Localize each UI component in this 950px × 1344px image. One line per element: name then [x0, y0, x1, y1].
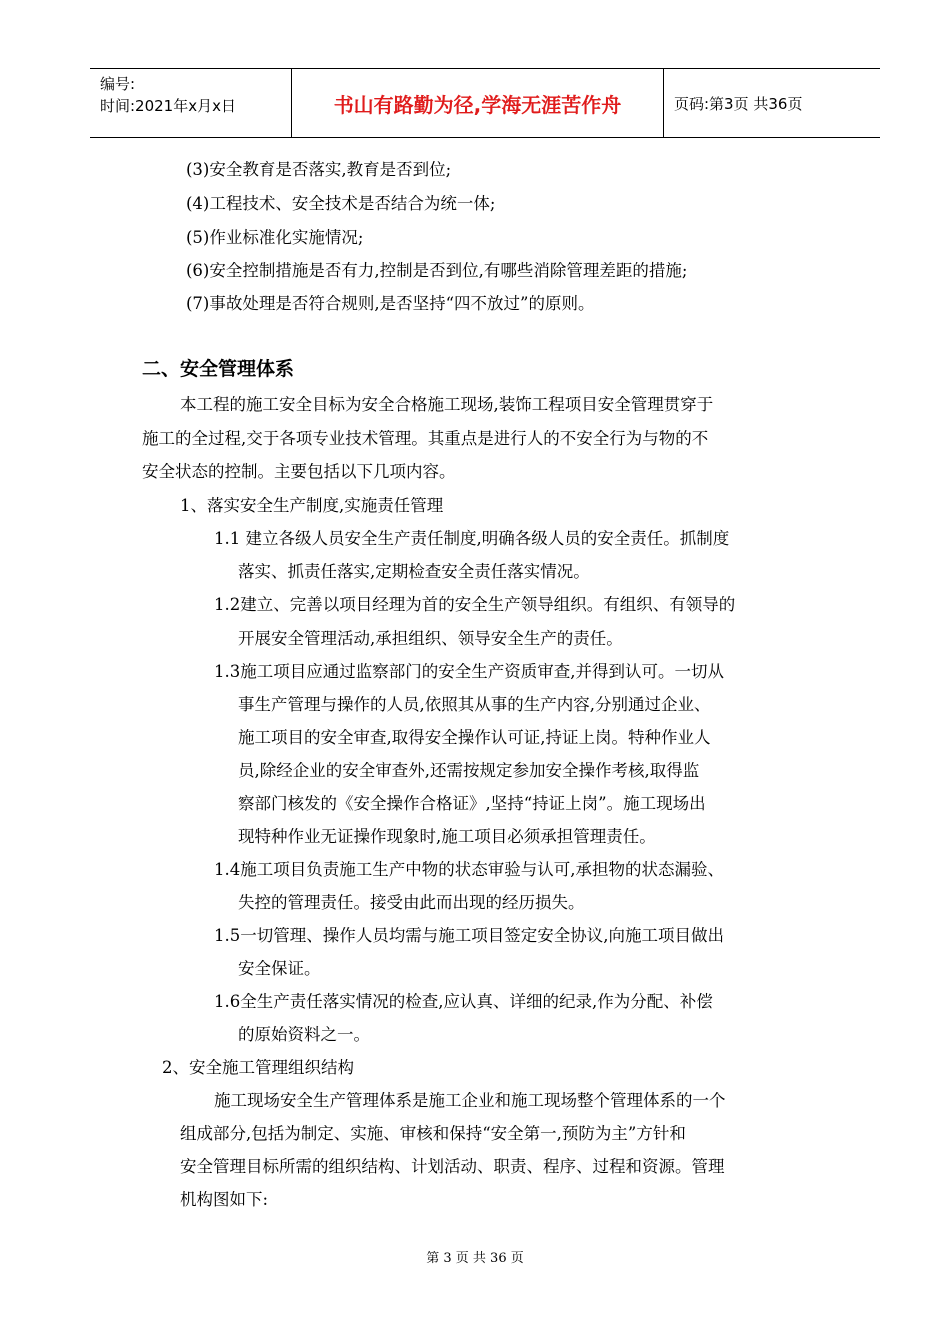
header-motto: 书山有路勤为径,学海无涯苦作舟	[292, 69, 664, 137]
serial-label: 编号:	[100, 75, 136, 93]
paragraph-line: 现特种作业无证操作现象时,施工项目必须承担管理责任。	[238, 827, 656, 846]
list-item: (5)作业标准化实施情况;	[186, 228, 364, 247]
paragraph-line: 安全状态的控制。主要包括以下几项内容。	[142, 462, 456, 481]
paragraph-line: 1.3施工项目应通过监察部门的安全生产资质审查,并得到认可。一切从	[214, 662, 724, 681]
section-title: 二、安全管理体系	[142, 358, 295, 380]
header-page-info: 页码:第3页 共36页	[674, 94, 803, 113]
list-item: (4)工程技术、安全技术是否结合为统一体;	[186, 194, 496, 213]
subsection-title: 1、落实安全生产制度,实施责任管理	[180, 496, 444, 515]
paragraph-line: 察部门核发的《安全操作合格证》,坚持“持证上岗”。施工现场出	[238, 794, 706, 813]
paragraph-line: 组成部分,包括为制定、实施、审核和保持“安全第一,预防为主”方针和	[180, 1124, 686, 1143]
list-item: (6)安全控制措施是否有力,控制是否到位,有哪些消除管理差距的措施;	[186, 261, 688, 280]
time-label: 时间:2021年x月x日	[100, 97, 236, 115]
paragraph-line: 施工项目的安全审查,取得安全操作认可证,持证上岗。特种作业人	[238, 728, 711, 747]
paragraph-line: 安全保证。	[238, 959, 321, 978]
paragraph-line: 机构图如下:	[180, 1190, 269, 1209]
paragraph-line: 事生产管理与操作的人员,依照其从事的生产内容,分别通过企业、	[238, 695, 711, 714]
header-meta	[90, 69, 292, 137]
paragraph-line: 员,除经企业的安全审查外,还需按规定参加安全操作考核,取得监	[238, 761, 700, 780]
paragraph-line: 本工程的施工安全目标为安全合格施工现场,装饰工程项目安全管理贯穿于	[180, 395, 714, 414]
paragraph-line: 1.6全生产责任落实情况的检查,应认真、详细的纪录,作为分配、补偿	[214, 992, 713, 1011]
paragraph-line: 的原始资料之一。	[238, 1025, 370, 1044]
paragraph-line: 1.5一切管理、操作人员均需与施工项目签定安全协议,向施工项目做出	[214, 926, 724, 945]
paragraph-line: 施工的全过程,交于各项专业技术管理。其重点是进行人的不安全行为与物的不	[142, 429, 709, 448]
paragraph-line: 1.4施工项目负责施工生产中物的状态审验与认可,承担物的状态漏验、	[214, 860, 724, 879]
page-footer: 第 3 页 共 36 页	[426, 1251, 524, 1266]
paragraph-line: 安全管理目标所需的组织结构、计划活动、职责、程序、过程和资源。管理	[180, 1157, 725, 1176]
list-item: (7)事故处理是否符合规则,是否坚持“四不放过”的原则。	[186, 294, 595, 313]
paragraph-line: 开展安全管理活动,承担组织、领导安全生产的责任。	[238, 629, 623, 648]
paragraph-line: 1.2建立、完善以项目经理为首的安全生产领导组织。有组织、有领导的	[214, 595, 736, 614]
list-item: (3)安全教育是否落实,教育是否到位;	[186, 160, 452, 179]
page-header	[90, 68, 880, 138]
paragraph-line: 1.1 建立各级人员安全生产责任制度,明确各级人员的安全责任。抓制度	[214, 529, 730, 548]
paragraph-line: 落实、抓责任落实,定期检查安全责任落实情况。	[238, 562, 590, 581]
paragraph-line: 施工现场安全生产管理体系是施工企业和施工现场整个管理体系的一个	[214, 1091, 726, 1110]
paragraph-line: 失控的管理责任。接受由此而出现的经历损失。	[238, 893, 585, 912]
subsection-title: 2、安全施工管理组织结构	[162, 1058, 354, 1077]
